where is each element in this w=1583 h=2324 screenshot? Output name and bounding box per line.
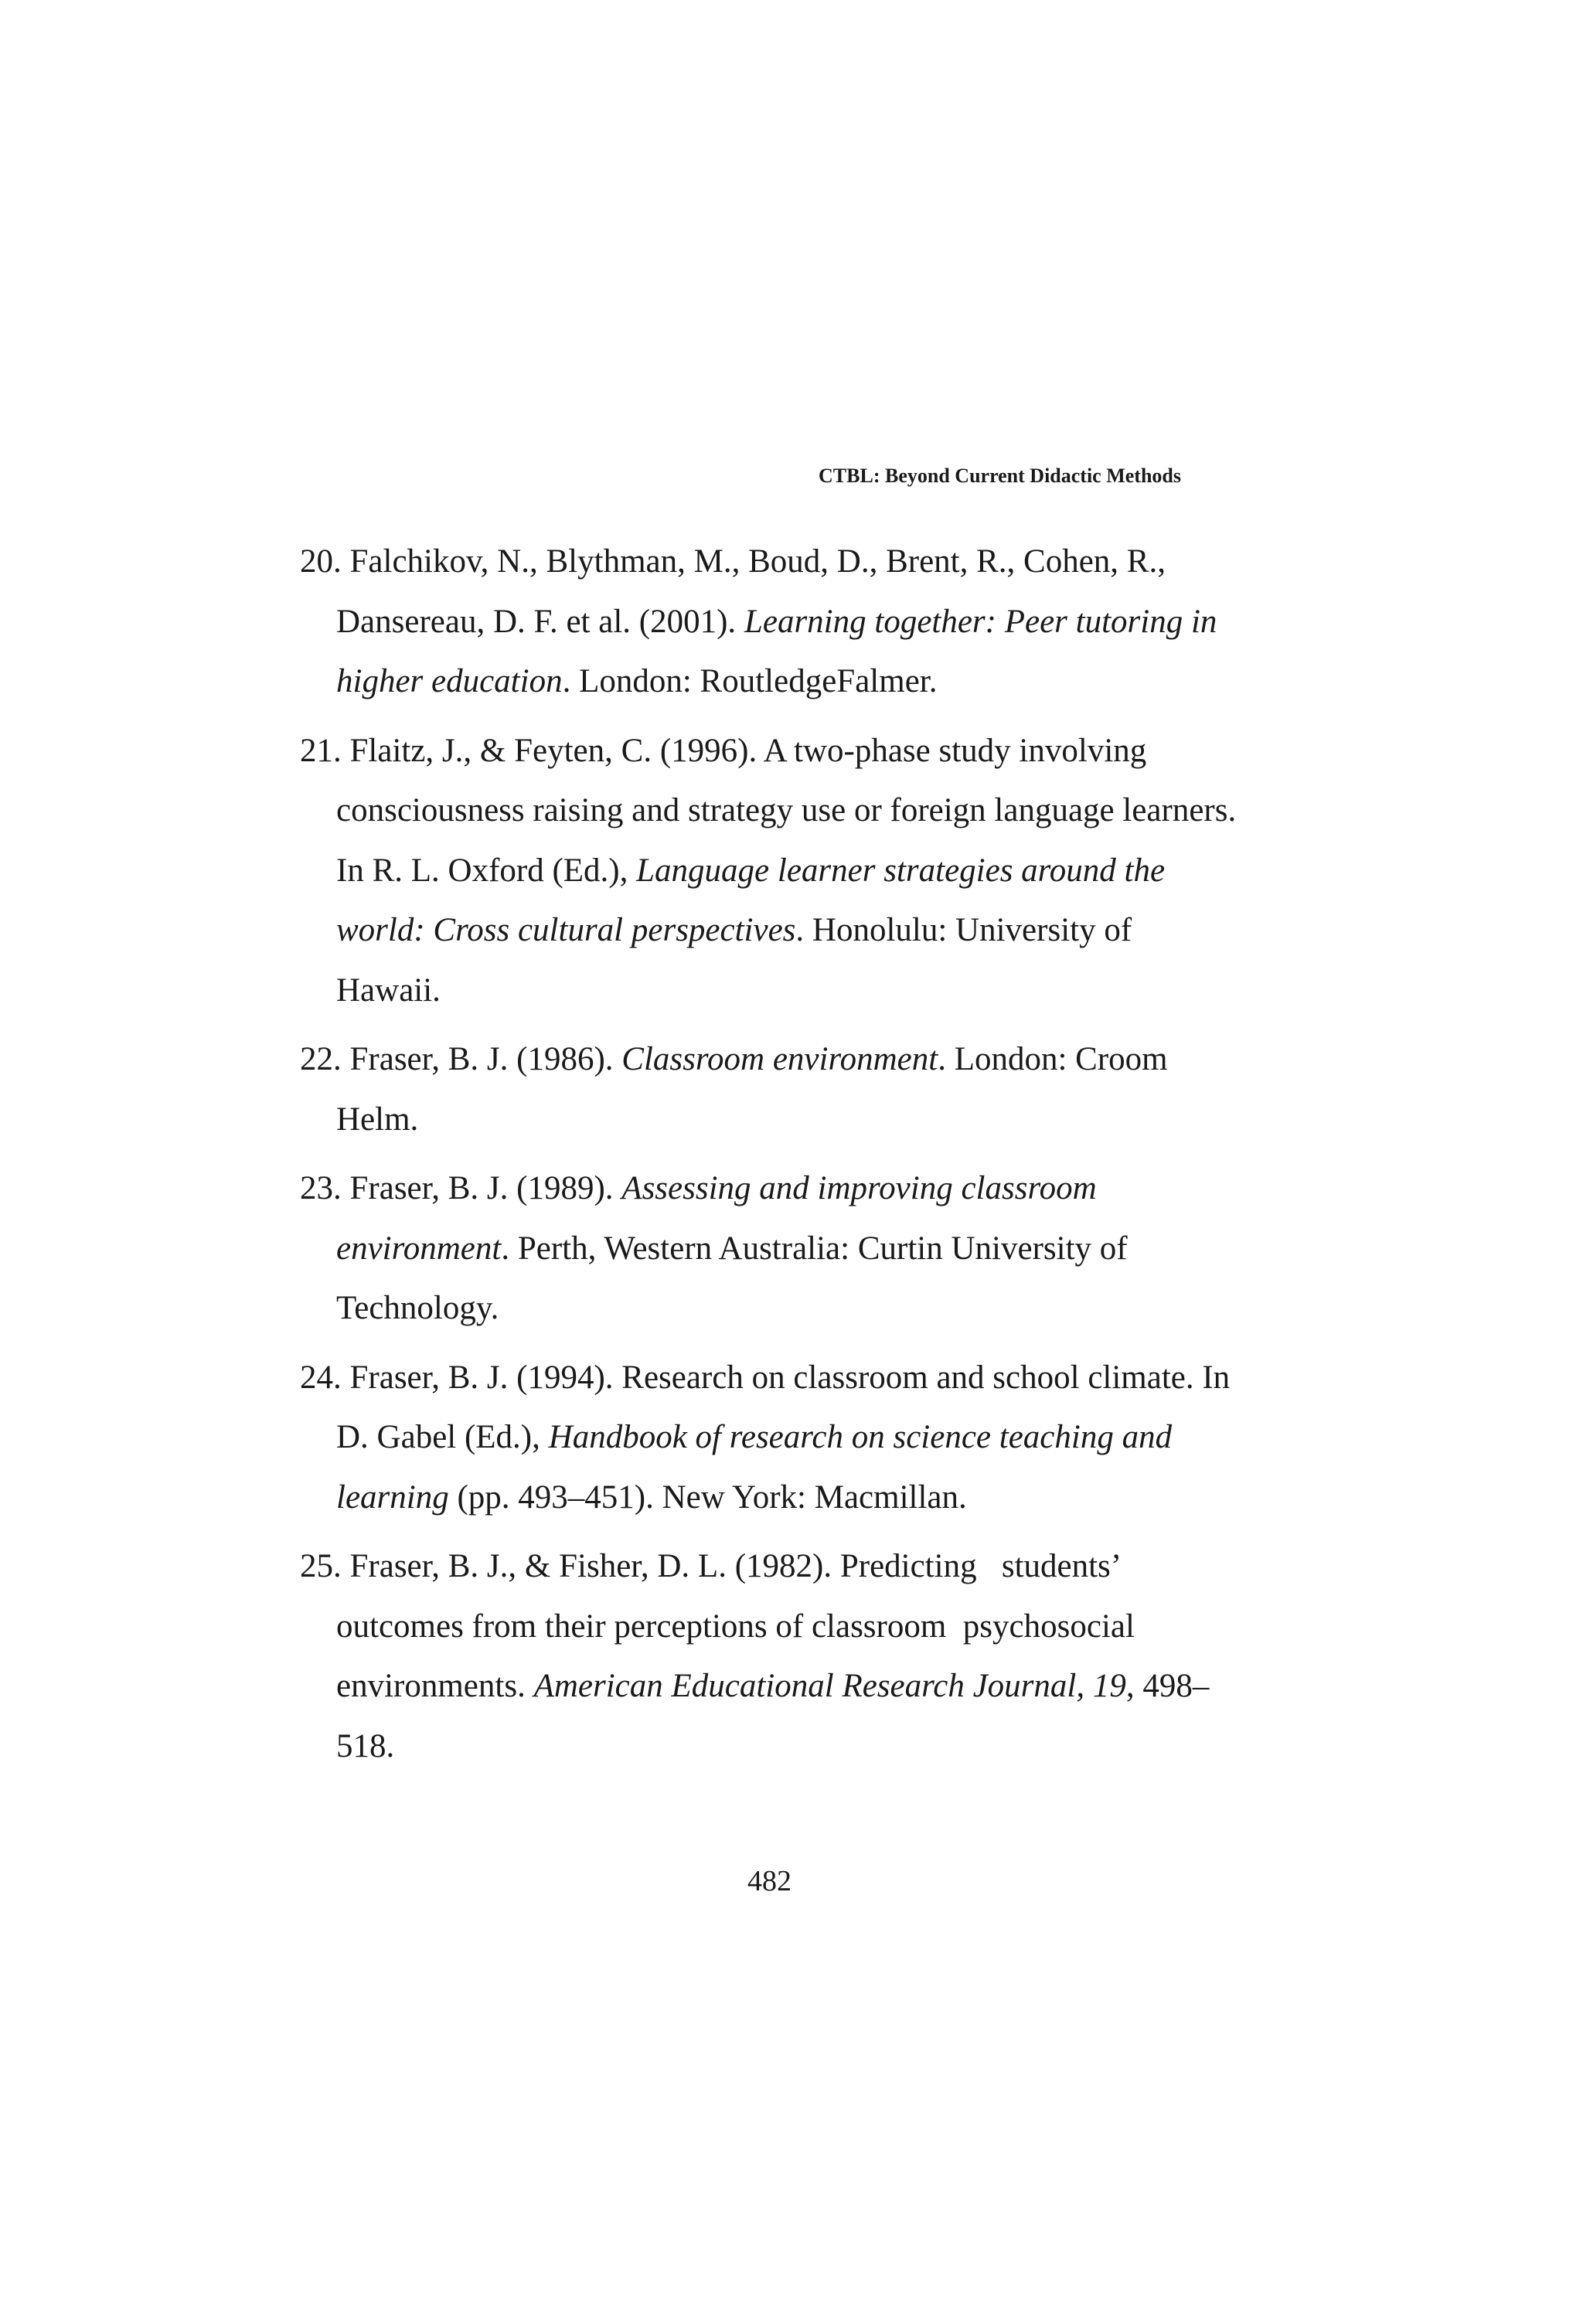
reference-item: [300, 1159, 1243, 1339]
reference-number: 21.: [300, 732, 342, 769]
reference-item: [300, 532, 1243, 712]
reference-list: [300, 532, 1243, 1785]
reference-text: Falchikov, N., Blythman, M., Boud, D., Brent, R., Cohen, R., Dansereau, D. F. et al. (2001).: [336, 543, 1174, 640]
running-head: CTBL: Beyond Current Didactic Methods: [819, 464, 1181, 487]
reference-number: 22.: [300, 1041, 342, 1077]
reference-text: , 498–518.: [336, 1668, 1210, 1764]
reference-text: Fraser, B. J. (1986).: [341, 1041, 622, 1077]
reference-text: . Honolulu: University of Hawaii.: [336, 912, 1140, 1009]
reference-title: American Educational Research Journal, 19: [533, 1668, 1126, 1704]
reference-title: Learning together: Peer tutoring in higher education: [336, 603, 1226, 699]
reference-title: Handbook of research on science teaching and learning: [336, 1419, 1180, 1516]
reference-text: . London: RoutledgeFalmer.: [562, 663, 938, 699]
reference-number: 23.: [300, 1170, 342, 1206]
reference-item: [300, 1029, 1243, 1149]
reference-text: . Perth, Western Australia: Curtin University of Technology.: [336, 1230, 1135, 1326]
reference-number: 24.: [300, 1359, 342, 1396]
reference-text: . London: Croom Helm.: [336, 1041, 1176, 1138]
reference-text: Flaitz, J., & Feyten, C. (1996). A two-phase study involving consciousness raising and strategy use or foreign language learners. In R. L. Oxford (Ed.),: [336, 732, 1244, 889]
reference-number: 20.: [300, 543, 342, 580]
reference-title: Assessing and improving classroom environment: [336, 1170, 1105, 1267]
reference-title: Classroom environment: [621, 1041, 938, 1077]
reference-item: [300, 1348, 1243, 1528]
reference-item: [300, 721, 1243, 1021]
reference-text: Fraser, B. J., & Fisher, D. L. (1982). Predicting students’ outcomes from their perceptions of classroom psychosocial environments.: [336, 1548, 1143, 1704]
reference-title: Language learner strategies around the world: Cross cultural perspectives: [336, 852, 1173, 948]
reference-number: 25.: [300, 1548, 342, 1584]
page-number: 482: [747, 1865, 792, 1897]
reference-text: Fraser, B. J. (1989).: [341, 1170, 622, 1206]
reference-text: Fraser, B. J. (1994). Research on classroom and school climate. In D. Gabel (Ed.),: [336, 1359, 1238, 1455]
reference-text: (pp. 493–451). New York: Macmillan.: [448, 1478, 967, 1516]
reference-item: [300, 1536, 1243, 1776]
